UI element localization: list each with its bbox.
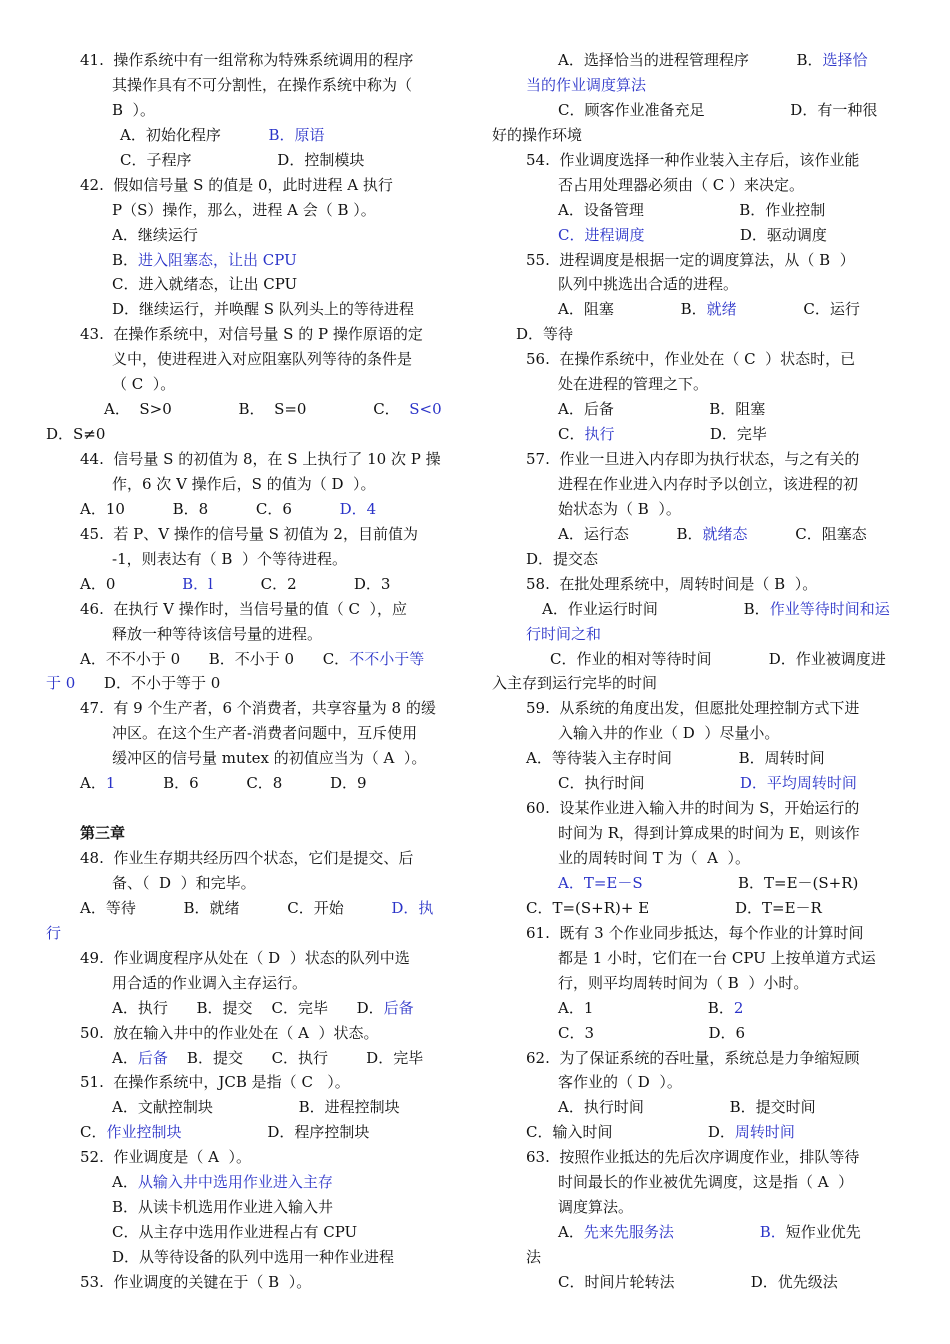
line-text: A．0 [80, 574, 183, 593]
text-line [46, 372, 460, 397]
answer-text: C．进程调度 [558, 225, 645, 244]
line-text: 行，则平均周转时间为（ B ）小时。 [558, 973, 809, 992]
text-line [46, 671, 460, 696]
text-line [46, 447, 460, 472]
text-line [46, 1021, 460, 1046]
answer-text: 行 [46, 923, 62, 942]
answer-text: B． [759, 1223, 786, 1242]
line-text: 42. 假如信号量 S 的值是 0，此时进程 A 执行 [80, 175, 393, 194]
line-text: C．顾客作业准备充足 D．有一种很 [558, 100, 878, 119]
text-line [46, 547, 460, 572]
text-line [46, 1220, 460, 1245]
text-line [46, 123, 460, 148]
line-text: A．执行时间 B．提交时间 [558, 1098, 816, 1117]
line-text: 客作业的（ D ）。 [558, 1073, 682, 1092]
answer-text: 当的作业调度算法 [526, 75, 647, 94]
answer-text: 从输入井中选用作业进入主存 [137, 1173, 333, 1192]
line-text: 57. 作业一旦进入内存即为执行状态，与之有关的 [526, 450, 860, 468]
text-line [46, 48, 460, 73]
line-text: B ）。 [112, 100, 156, 119]
line-text: （ C ）。 [112, 375, 176, 394]
line-text: A．继续运行 [112, 225, 198, 244]
text-line [492, 422, 906, 447]
text-line [492, 1195, 906, 1220]
line-text: 业的周转时间 T 为（ A ）。 [558, 849, 750, 867]
line-text: D．继续运行，并唤醒 S 队列头上的等待进程 [112, 300, 414, 319]
text-line [46, 846, 460, 871]
line-text: 第三章 [80, 824, 126, 843]
right-column [492, 48, 906, 1295]
text-line [46, 173, 460, 198]
text-line [492, 921, 906, 946]
text-line [46, 1095, 460, 1120]
line-text: D．完毕 [614, 425, 767, 444]
text-line [492, 1120, 906, 1145]
line-text: 调度算法。 [558, 1198, 634, 1217]
text-line [492, 1070, 906, 1095]
text-line [46, 497, 460, 522]
text-line [492, 746, 906, 771]
text-line [492, 1270, 906, 1295]
text-line [46, 397, 460, 422]
line-text: C．进入就绪态，让出 CPU [112, 275, 298, 294]
line-text: A．后备 B．阻塞 [558, 400, 766, 419]
answer-text: 不不小于等 [349, 649, 425, 668]
line-text: D．控制模块 [191, 150, 365, 169]
line-text: 缓冲区的信号量 mutex 的初值应当为（ A ）。 [112, 749, 427, 768]
line-text: 61. 既有 3 个作业同步抵达，每个作业的计算时间 [526, 923, 864, 942]
line-text: 62. 为了保证系统的吞吐量，系统总是力争缩短顾 [526, 1048, 860, 1067]
line-text [221, 126, 269, 144]
text-line [492, 846, 906, 871]
line-text: B． [112, 250, 139, 269]
text-line [492, 297, 906, 322]
text-line [492, 522, 906, 547]
text-line [46, 522, 460, 547]
answer-text: 于 0 [46, 674, 76, 693]
line-text: 56. 在操作系统中，作业处在（ C ）状态时，已 [526, 350, 856, 369]
line-text: 都是 1 小时，它们在一台 CPU 上按单道方式运 [558, 948, 876, 967]
text-line [46, 297, 460, 322]
line-text: A．执行 B．提交 C．完毕 D． [112, 998, 384, 1017]
text-line [46, 746, 460, 771]
answer-text: 后备 [137, 1048, 168, 1067]
text-line [46, 771, 460, 796]
line-text: A．不不小于 0 B．不小于 0 C． [80, 649, 350, 668]
text-line [46, 946, 460, 971]
text-line [492, 597, 906, 622]
line-text: B．T=E－(S+R) [642, 873, 859, 892]
line-text: A．10 B．8 C．6 [80, 499, 340, 518]
answer-text: 就绪 [706, 300, 737, 319]
text-line [492, 971, 906, 996]
text-line [492, 472, 906, 497]
line-text: A．文献控制块 B．进程控制块 [112, 1098, 400, 1117]
answer-text: D．平均周转时间 [739, 774, 857, 793]
text-line [46, 73, 460, 98]
line-text: 45. 若 P、V 操作的信号量 S 初值为 2，目前值为 [80, 524, 418, 543]
text-line [46, 996, 460, 1021]
text-line [46, 871, 460, 896]
text-line [492, 1170, 906, 1195]
line-text: 进程在作业进入内存时予以创立，该进程的初 [558, 474, 859, 493]
line-text: C．阻塞态 [747, 524, 867, 543]
text-line [492, 248, 906, 273]
line-text: D．程序控制块 [181, 1123, 370, 1142]
line-text: B．从读卡机选用作业进入输入井 [112, 1198, 334, 1217]
text-line [46, 721, 460, 746]
line-text: 始状态为（ B ）。 [558, 499, 681, 518]
line-text: C．输入时间 D． [526, 1123, 735, 1142]
text-line [46, 248, 460, 273]
answer-text: B．原语 [268, 125, 325, 144]
line-text: A． S>0 B． S=0 C． [104, 400, 410, 419]
line-text: C．T=(S+R)+ E D．T=E－R [526, 898, 822, 917]
line-text: 50. 放在输入井中的作业处在（ A ）状态。 [80, 1023, 379, 1042]
line-text: 时间最长的作业被优先调度，这是指（ A ） [558, 1173, 854, 1192]
line-text: 法 [526, 1248, 542, 1266]
line-text: C．从主存中选用作业进程占有 CPU [112, 1223, 358, 1242]
line-text: 49. 作业调度程序从处在（ D ）状态的队列中选 [80, 948, 410, 967]
text-line [492, 198, 906, 223]
text-line [46, 347, 460, 372]
text-line [46, 422, 460, 447]
text-line [46, 1046, 460, 1071]
answer-text: 作业控制块 [106, 1123, 182, 1142]
answer-text: D．执 [391, 898, 434, 917]
text-line [492, 946, 906, 971]
line-text: 冲区。在这个生产者-消费者问题中，互斥使用 [112, 724, 418, 743]
text-line [492, 447, 906, 472]
text-line [46, 1270, 460, 1295]
text-line [46, 322, 460, 347]
line-text: -1，则表达有（ B ）个等待进程。 [112, 549, 347, 568]
text-line [46, 921, 460, 946]
answer-text: 2 [733, 998, 744, 1017]
line-text: 59. 从系统的角度出发，但愿批处理控制方式下进 [526, 699, 860, 718]
text-line [46, 896, 460, 921]
line-text [674, 1223, 760, 1241]
line-text: C． [80, 1123, 107, 1142]
line-text: 释放一种等待该信号量的进程。 [112, 624, 323, 643]
line-text: 否占用处理器必须由（ C ）来决定。 [558, 175, 805, 194]
line-text: 53. 作业调度的关键在于（ B ）。 [80, 1272, 312, 1291]
line-text: D．提交态 [526, 549, 599, 568]
line-text: A．作业运行时间 B． [542, 599, 770, 618]
line-text: 51. 在操作系统中，JCB 是指（ C ）。 [80, 1073, 350, 1092]
line-text: 47. 有 9 个生产者，6 个消费者，共享容量为 8 的缓 [80, 699, 436, 718]
text-line [46, 597, 460, 622]
text-line [46, 1195, 460, 1220]
answer-text: 1 [105, 774, 116, 793]
answer-text: B．l [182, 574, 213, 593]
text-line [492, 821, 906, 846]
text-line [492, 896, 906, 921]
text-line [46, 272, 460, 297]
text-line [46, 647, 460, 672]
text-line [492, 223, 906, 248]
answer-text: 选择恰 [822, 51, 868, 69]
text-line [492, 1021, 906, 1046]
line-text: D．从等待设备的队列中选用一种作业进程 [112, 1248, 395, 1266]
text-line [492, 696, 906, 721]
line-text: 52. 作业调度是（ A ）。 [80, 1148, 252, 1167]
line-text: A． [112, 1048, 138, 1067]
line-text: A． [80, 774, 106, 793]
line-text: A．运行态 B． [558, 524, 703, 543]
answer-text: 后备 [383, 998, 414, 1017]
text-line [492, 497, 906, 522]
line-text: D．不小于等于 0 [75, 674, 221, 693]
text-line [46, 148, 460, 173]
line-text: B．6 C．8 D．9 [115, 774, 367, 793]
answer-text: A．T=E－S [558, 873, 643, 892]
line-text: A． [558, 1223, 584, 1242]
line-text: A．设备管理 B．作业控制 [558, 200, 826, 219]
text-line [492, 322, 906, 347]
text-line [46, 223, 460, 248]
line-text: P（S）操作，那么，进程 A 会（ B ）。 [112, 200, 376, 219]
text-line [492, 572, 906, 597]
left-column [46, 48, 460, 1295]
line-text: C．执行时间 [558, 774, 740, 793]
line-text: 时间为 R，得到计算成果的时间为 E，则该作 [558, 824, 860, 843]
line-text: D．驱动调度 [644, 225, 827, 244]
text-line [492, 647, 906, 672]
text-line [46, 796, 460, 821]
line-text: 短作业优先 [785, 1223, 861, 1242]
text-line [492, 123, 906, 148]
line-text: A．1 B． [558, 998, 734, 1017]
text-line [492, 148, 906, 173]
text-line [492, 98, 906, 123]
line-text: 48. 作业生存期共经历四个状态，它们是提交、后 [80, 849, 414, 867]
text-line [46, 572, 460, 597]
line-text: 58. 在批处理系统中，周转时间是（ B ）。 [526, 574, 818, 593]
answer-text: D．4 [339, 499, 377, 518]
answer-text: 作业等待时间和运 [769, 599, 890, 618]
text-line [46, 971, 460, 996]
text-line [492, 721, 906, 746]
text-line [46, 1070, 460, 1095]
text-line [492, 397, 906, 422]
answer-text: 周转时间 [734, 1123, 795, 1142]
text-line [492, 547, 906, 572]
text-line [492, 272, 906, 297]
text-line [492, 1220, 906, 1245]
text-line [492, 1245, 906, 1270]
line-text: A．等待装入主存时间 B．周转时间 [526, 749, 825, 768]
text-line [492, 771, 906, 796]
line-text: 63. 按照作业抵达的先后次序调度作业，排队等待 [526, 1148, 860, 1167]
text-line [492, 671, 906, 696]
line-text: C．子程序 [120, 150, 192, 169]
line-text: 60. 设某作业进入输入井的时间为 S，开始运行的 [526, 799, 860, 818]
line-text: A．选择恰当的进程管理程序 B． [558, 51, 823, 69]
text-line [492, 48, 906, 73]
line-text: C．3 D．6 [558, 1023, 746, 1042]
line-text: 入主存到运行完毕的时间 [492, 674, 658, 693]
line-text: 队列中挑选出合适的进程。 [558, 275, 739, 294]
line-text: 作，6 次 V 操作后，S 的值为（ D ）。 [112, 474, 376, 493]
line-text: A．阻塞 B． [558, 300, 707, 319]
line-text: 好的操作环境 [492, 125, 583, 144]
text-line [46, 622, 460, 647]
line-text: 46. 在执行 V 操作时，当信号量的值（ C ），应 [80, 599, 408, 618]
text-line [492, 372, 906, 397]
text-line [46, 98, 460, 123]
line-text: B．提交 C．执行 D．完毕 [167, 1048, 424, 1067]
text-line [492, 996, 906, 1021]
text-line [46, 1145, 460, 1170]
line-text: 55. 进程调度是根据一定的调度算法，从（ B ） [526, 250, 855, 269]
line-text: 44. 信号量 S 的初值为 8，在 S 上执行了 10 次 P 操 [80, 450, 441, 468]
line-text: 处在进程的管理之下。 [558, 375, 709, 394]
text-line [492, 1145, 906, 1170]
text-line [46, 1120, 460, 1145]
line-text: 41. 操作系统中有一组常称为特殊系统调用的程序 [80, 51, 414, 69]
line-text: A． [112, 1173, 138, 1192]
text-line [492, 173, 906, 198]
text-line [492, 1046, 906, 1071]
text-line [46, 696, 460, 721]
line-text: D．S≠0 [46, 425, 106, 444]
line-text: A．等待 B．就绪 C．开始 [80, 898, 392, 917]
text-line [46, 198, 460, 223]
answer-text: S<0 [409, 400, 442, 419]
line-text: A．初始化程序 [120, 125, 221, 144]
text-line [492, 622, 906, 647]
line-text: 用合适的作业调入主存运行。 [112, 973, 308, 992]
line-text: 54. 作业调度选择一种作业装入主存后，该作业能 [526, 150, 860, 169]
text-line [46, 1170, 460, 1195]
line-text: C．时间片轮转法 D．优先级法 [558, 1272, 838, 1291]
text-line [46, 1245, 460, 1270]
answer-text: 进入阻塞态，让出 CPU [138, 250, 297, 269]
line-text: 义中，使进程进入对应阻塞队列等待的条件是 [112, 350, 413, 369]
chapter-heading [46, 821, 460, 846]
line-text: 入输入井的作业（ D ）尽量小。 [558, 724, 780, 743]
line-text: 备、（ D ）和完毕。 [112, 873, 256, 892]
answer-text: 先来先服务法 [583, 1223, 674, 1242]
answer-text: 执行 [584, 425, 615, 444]
text-line [492, 1095, 906, 1120]
line-text: 其操作具有不可分割性，在操作系统中称为（ [112, 75, 413, 94]
line-text: C． [558, 425, 585, 444]
line-text: D．等待 [516, 325, 574, 344]
line-text: C．运行 [736, 300, 860, 319]
text-line [492, 73, 906, 98]
text-line [492, 796, 906, 821]
answer-text: 行时间之和 [526, 624, 602, 643]
text-line [492, 347, 906, 372]
answer-text: 就绪态 [702, 524, 748, 543]
line-text: 43. 在操作系统中，对信号量 S 的 P 操作原语的定 [80, 325, 423, 344]
line-text: C．作业的相对等待时间 D．作业被调度进 [550, 649, 886, 668]
text-line [46, 472, 460, 497]
text-line [492, 871, 906, 896]
line-text: C．2 D．3 [212, 574, 391, 593]
